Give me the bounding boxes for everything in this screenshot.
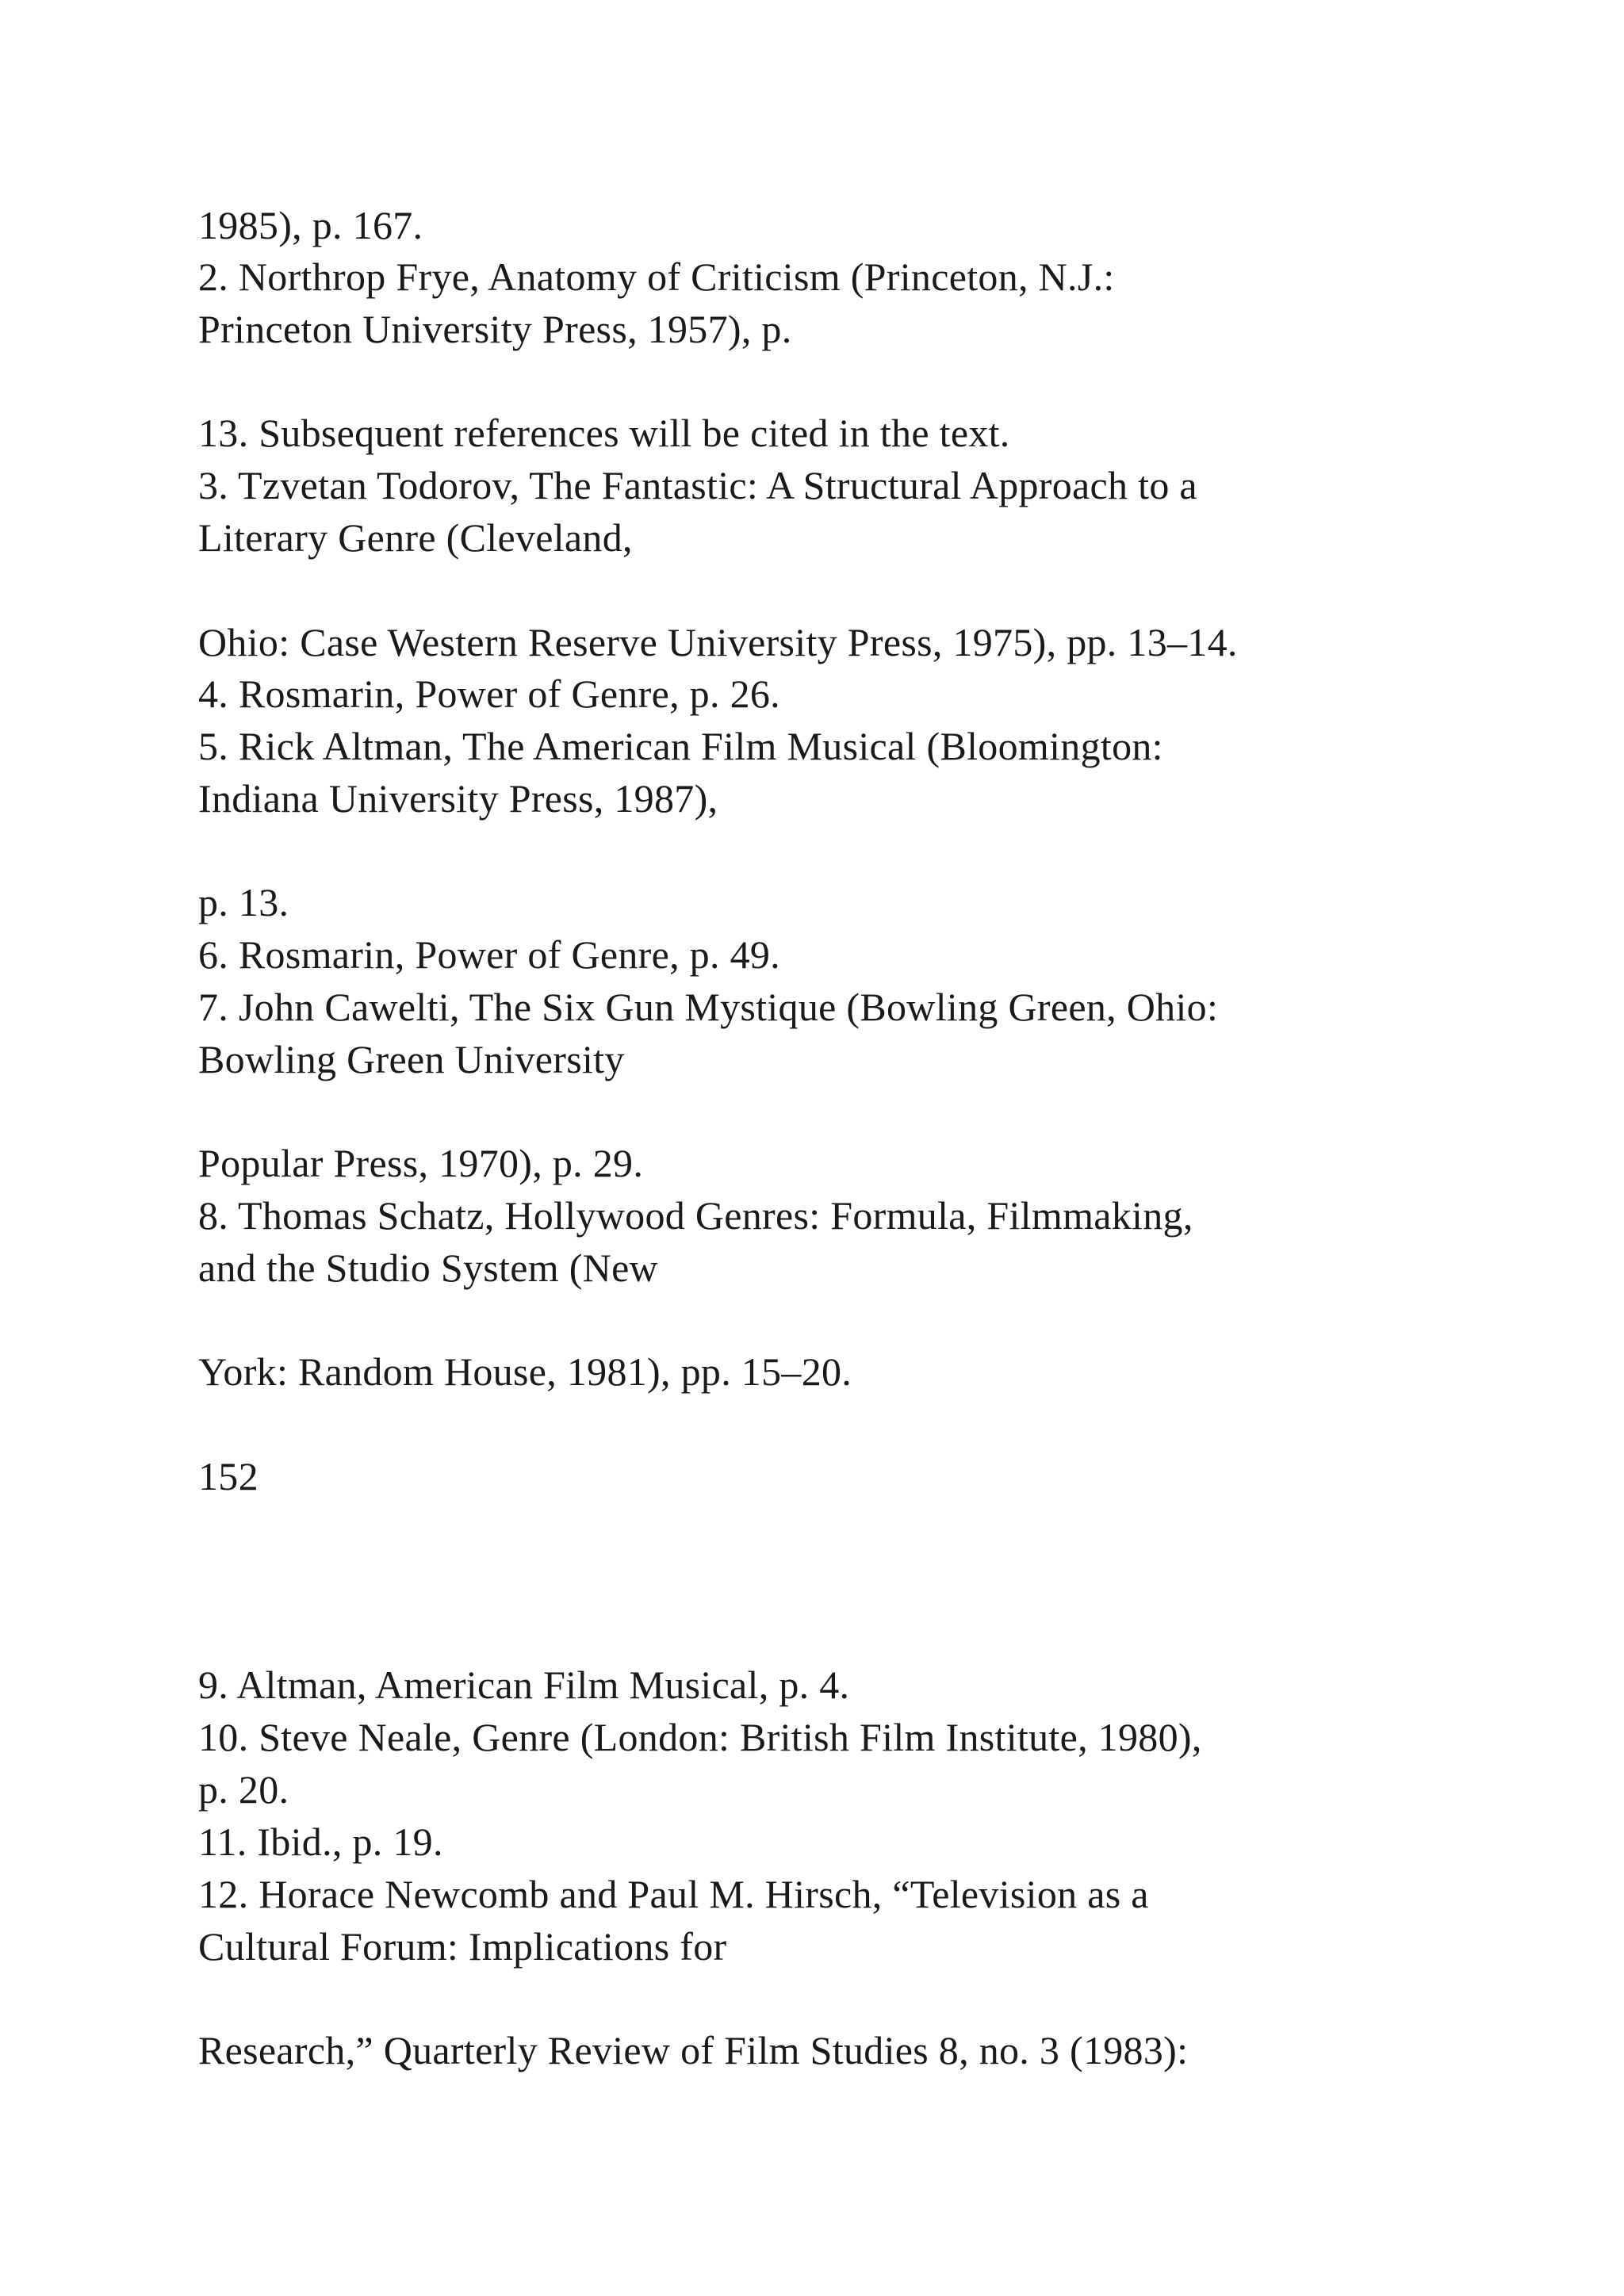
text-line: 11. Ibid., p. 19. <box>198 1820 443 1864</box>
page-number: 152 <box>198 1454 259 1498</box>
text-line: 1985), p. 167. <box>198 203 423 247</box>
text-line: 3. Tzvetan Todorov, The Fantastic: A Structural Approach to a <box>198 463 1197 507</box>
text-line: Bowling Green University <box>198 1037 625 1081</box>
text-line: 9. Altman, American Film Musical, p. 4. <box>198 1663 850 1707</box>
text-line: 2. Northrop Frye, Anatomy of Criticism (Princeton, N.J.: <box>198 254 1115 299</box>
text-line: Cultural Forum: Implications for <box>198 1924 727 1969</box>
text-line: Indiana University Press, 1987), <box>198 776 718 821</box>
text-line: Ohio: Case Western Reserve University Press, 1975), pp. 13–14. <box>198 620 1238 664</box>
text-line: Princeton University Press, 1957), p. <box>198 307 792 351</box>
text-line: 10. Steve Neale, Genre (London: British Film Institute, 1980), <box>198 1715 1202 1759</box>
text-line: 12. Horace Newcomb and Paul M. Hirsch, “Television as a <box>198 1872 1149 1916</box>
text-line: 5. Rick Altman, The American Film Musical (Bloomington: <box>198 724 1163 768</box>
text-line: 13. Subsequent references will be cited in the text. <box>198 411 1010 455</box>
text-line: p. 20. <box>198 1767 289 1812</box>
text-line: York: Random House, 1981), pp. 15–20. <box>198 1349 852 1394</box>
text-line: Popular Press, 1970), p. 29. <box>198 1141 644 1185</box>
text-line: and the Studio System (New <box>198 1246 658 1290</box>
text-line: p. 13. <box>198 880 289 924</box>
text-line: Research,” Quarterly Review of Film Studies 8, no. 3 (1983): <box>198 2028 1189 2072</box>
text-line: 6. Rosmarin, Power of Genre, p. 49. <box>198 932 780 977</box>
text-line: 8. Thomas Schatz, Hollywood Genres: Formula, Filmmaking, <box>198 1193 1193 1238</box>
text-line: 4. Rosmarin, Power of Genre, p. 26. <box>198 672 780 716</box>
text-line: Literary Genre (Cleveland, <box>198 515 633 560</box>
text-line: 7. John Cawelti, The Six Gun Mystique (Bowling Green, Ohio: <box>198 985 1219 1029</box>
